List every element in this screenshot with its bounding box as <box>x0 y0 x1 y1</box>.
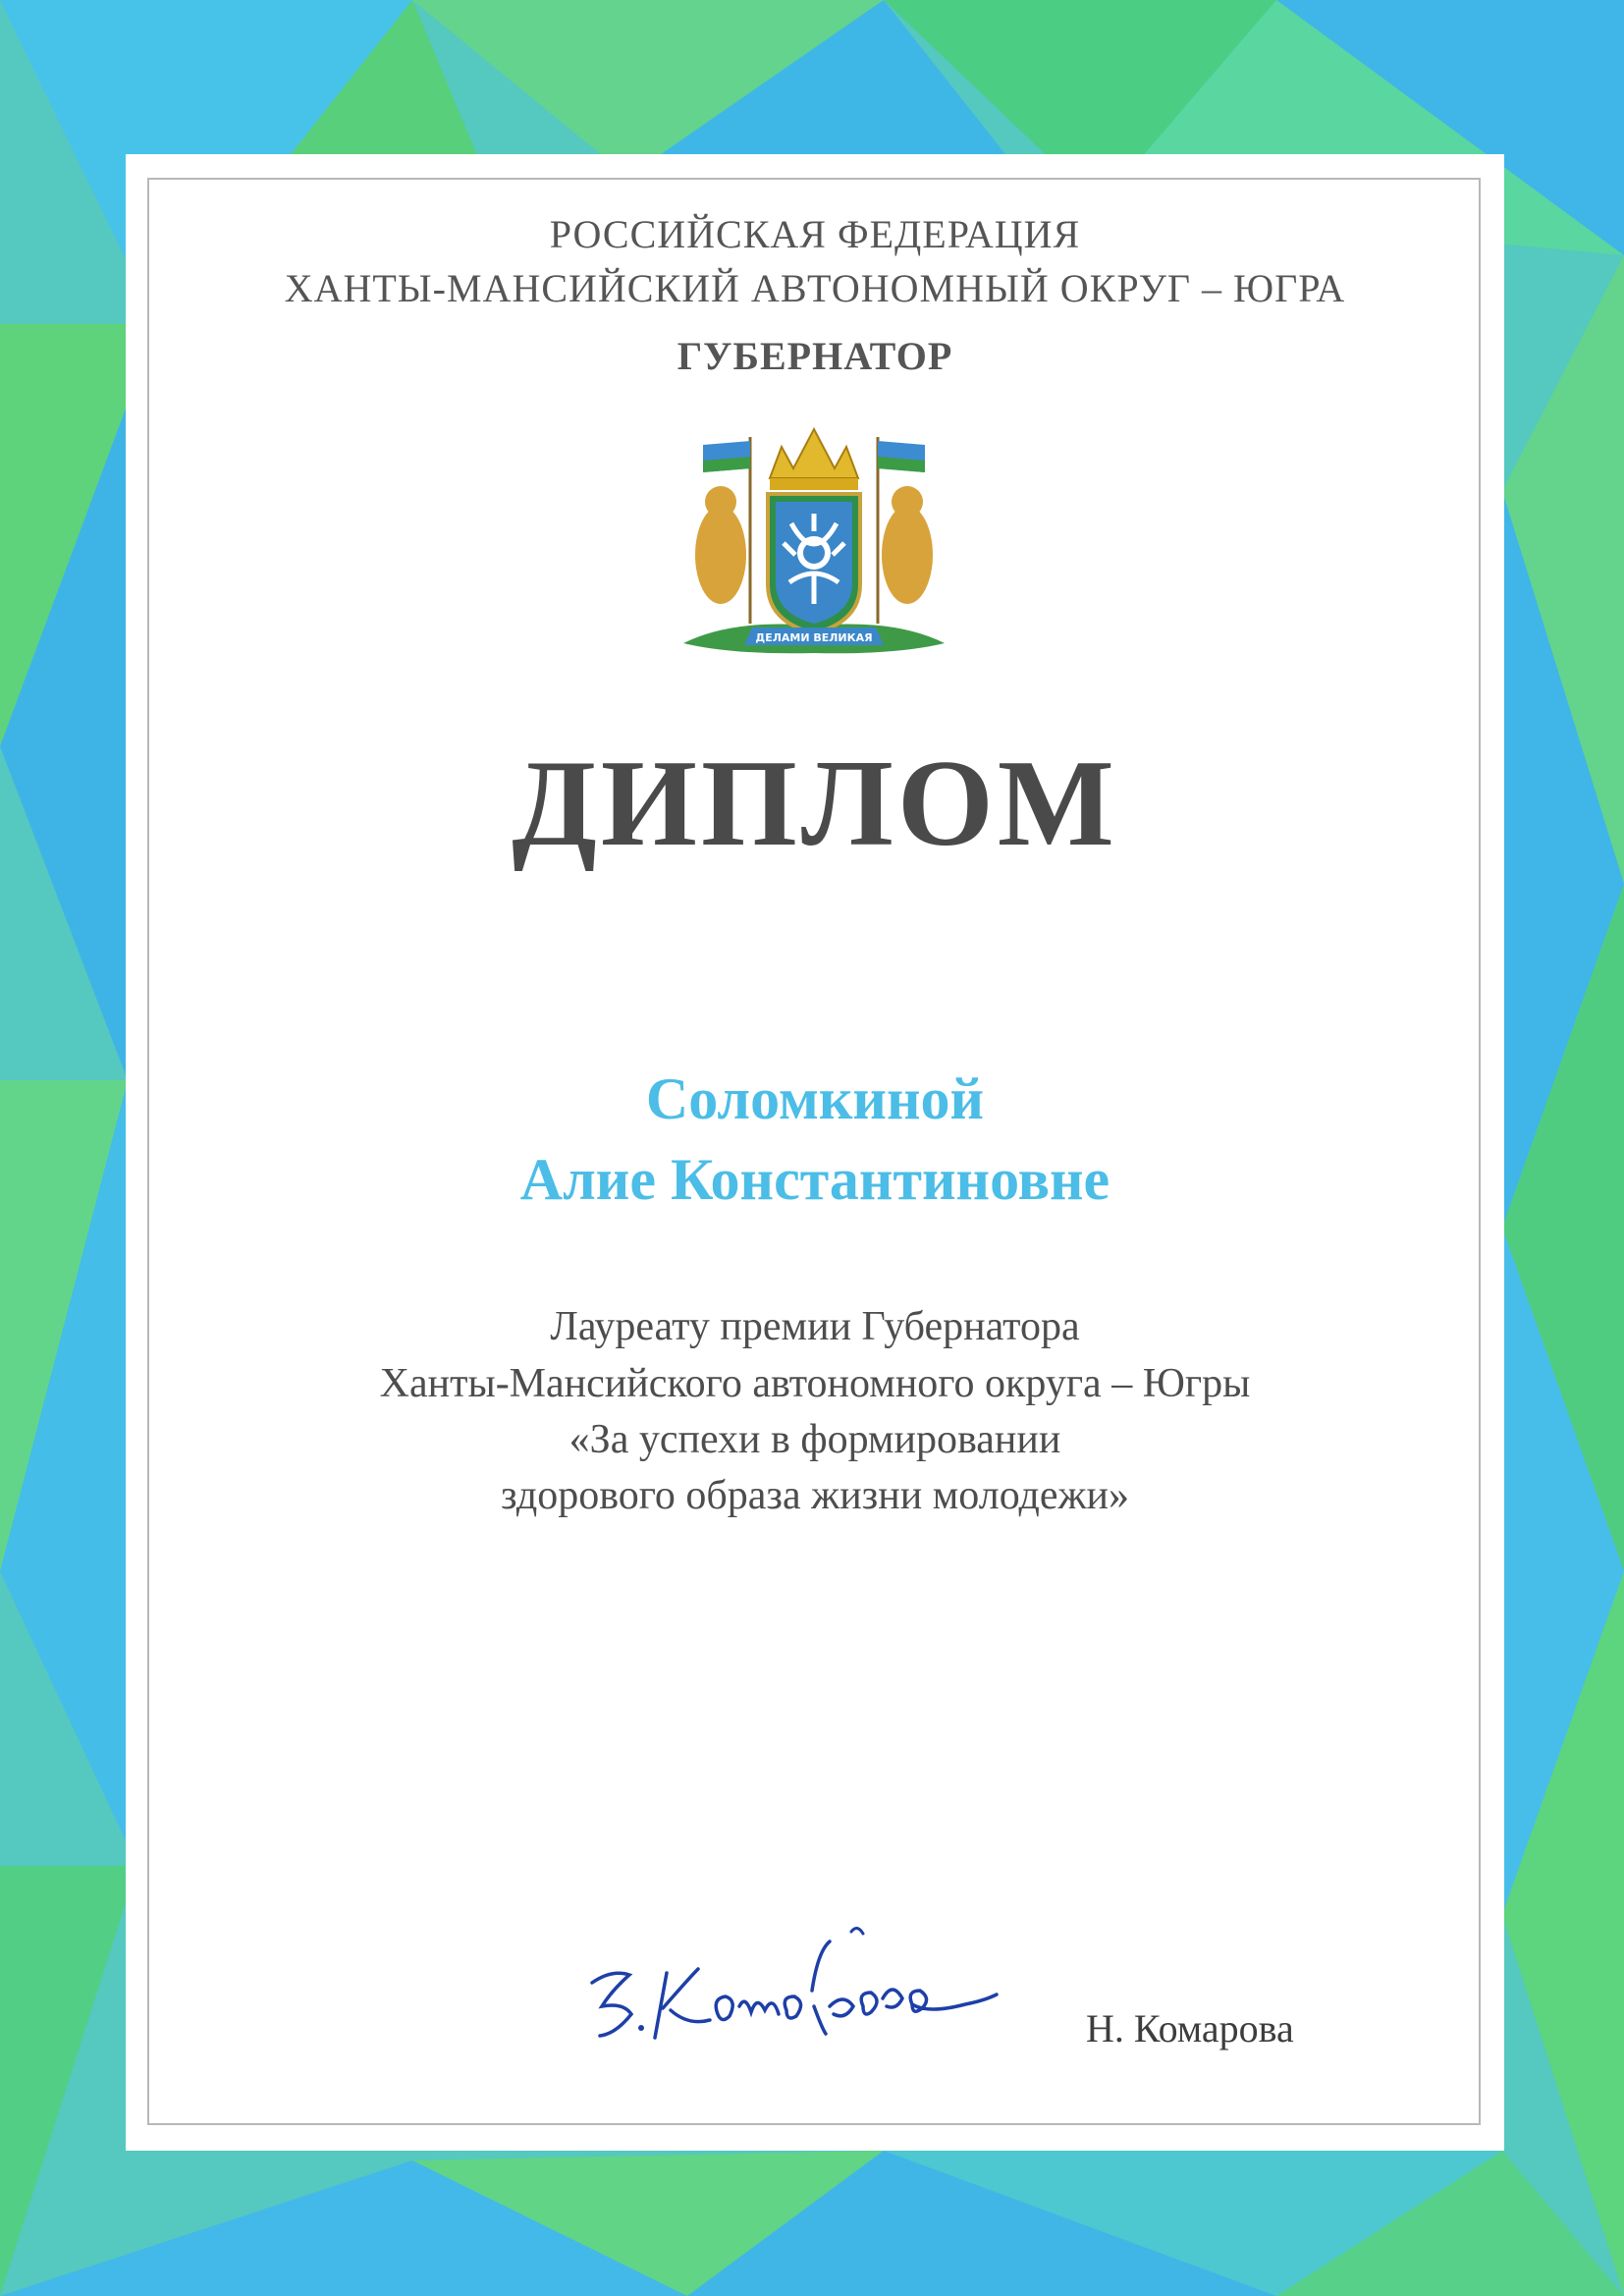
header-governor: ГУБЕРНАТОР <box>677 334 953 378</box>
document-title: ДИПЛОМ <box>512 736 1118 872</box>
citation-line-3: «За успехи в формировании <box>568 1417 1061 1462</box>
recipient-given-names: Алие Константиновне <box>519 1147 1110 1212</box>
emblem-motto: ДЕЛАМИ ВЕЛИКАЯ <box>755 631 873 644</box>
diploma-card <box>126 154 1504 2151</box>
citation-line-4: здорового образа жизни молодежи» <box>501 1473 1129 1518</box>
signer-name: Н. Комарова <box>1086 2006 1294 2050</box>
header-country: РОССИЙСКАЯ ФЕДЕРАЦИЯ <box>549 212 1081 256</box>
header-region: ХАНТЫ-МАНСИЙСКИЙ АВТОНОМНЫЙ ОКРУГ – ЮГРА <box>284 266 1346 310</box>
citation-line-2: Ханты-Мансийского автономного округа – Югры <box>379 1361 1251 1406</box>
recipient-surname: Соломкиной <box>645 1066 985 1131</box>
handwritten-signature <box>572 1912 1004 2050</box>
citation-line-1: Лауреату премии Губернатора <box>550 1304 1080 1349</box>
coat-of-arms-emblem <box>674 417 954 665</box>
